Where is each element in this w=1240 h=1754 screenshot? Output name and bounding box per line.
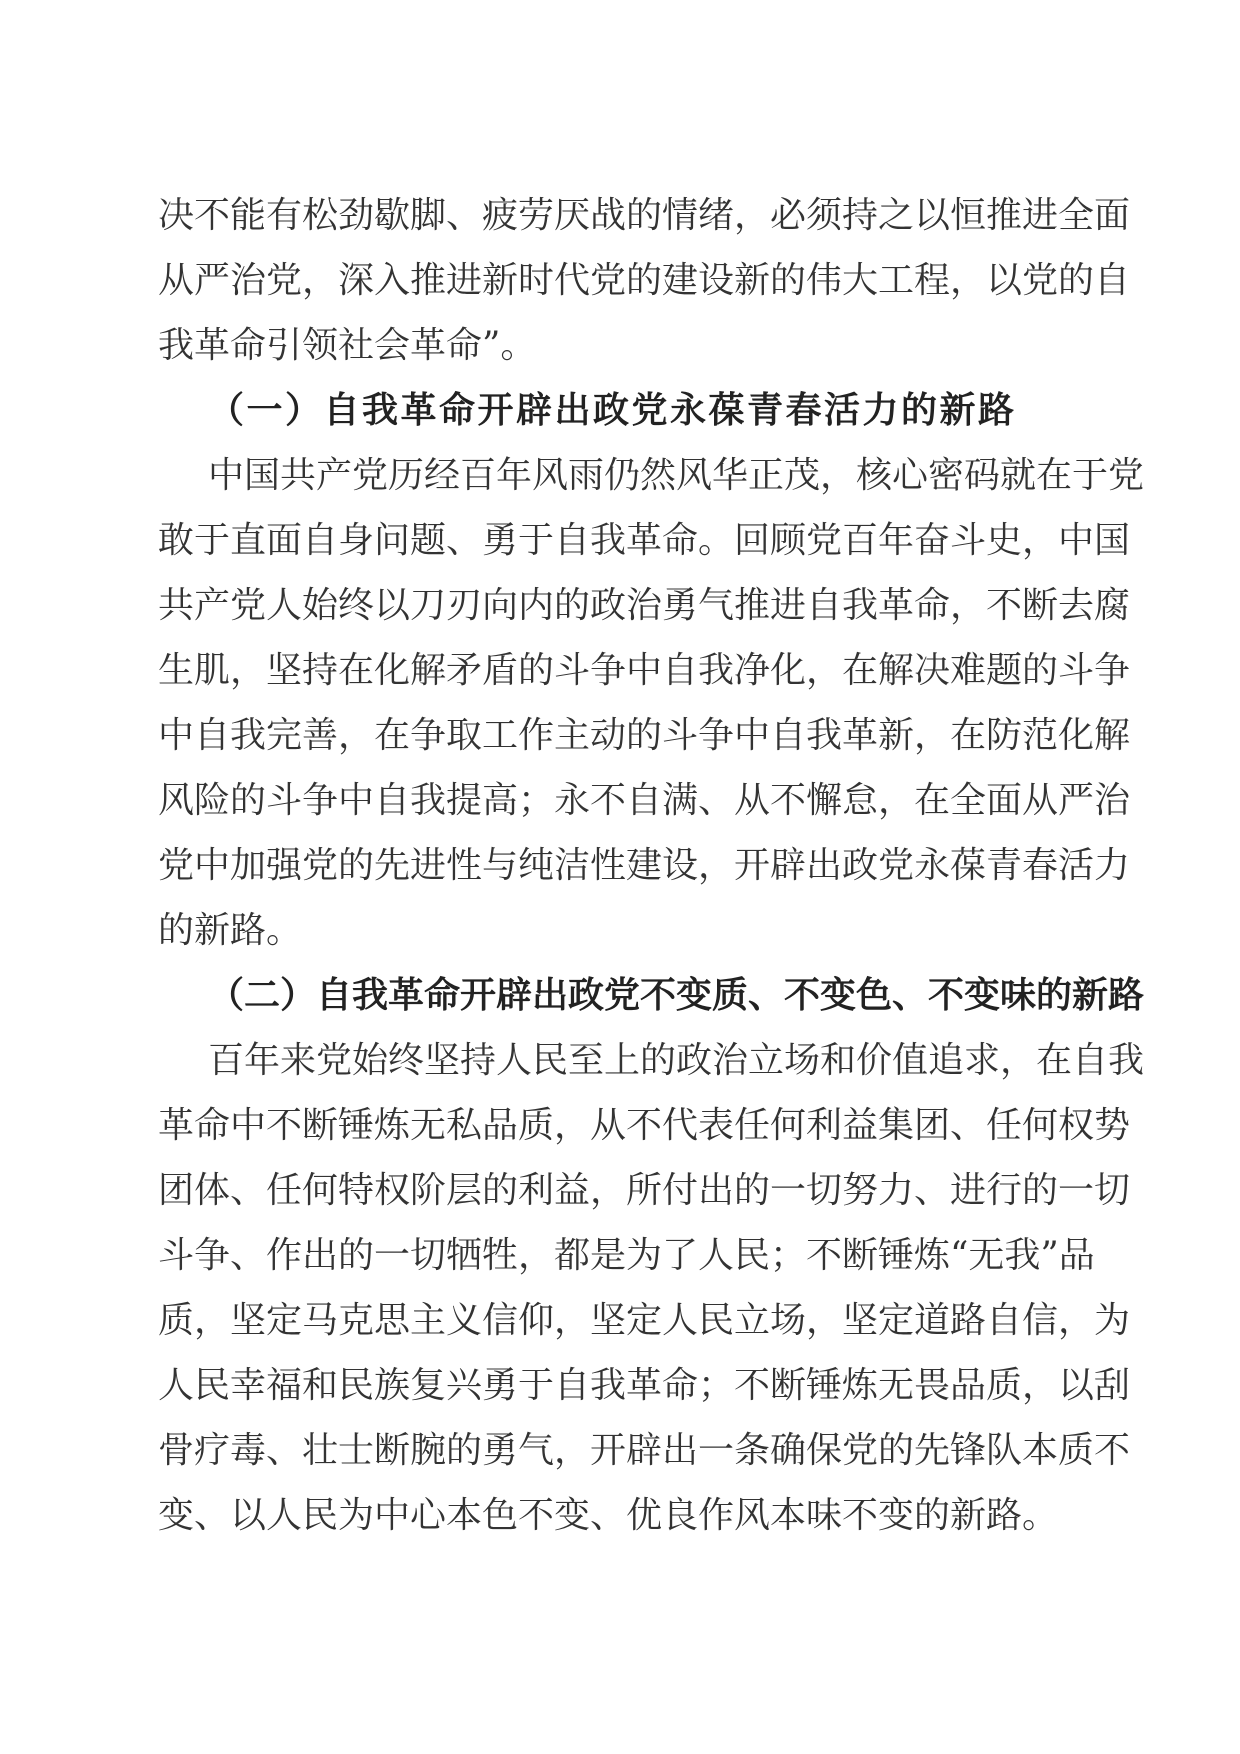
text-line: 人民幸福和民族复兴勇于自我革命；不断锤炼无畏品质，以刮 [158, 1365, 1131, 1406]
section-2-paragraph [158, 1028, 1145, 1548]
text-line: 从严治党，深入推进新时代党的建设新的伟大工程，以党的自 [158, 260, 1131, 301]
section-2 [158, 963, 1145, 1548]
document-body [158, 183, 1145, 1548]
text-line: 革命中不断锤炼无私品质，从不代表任何利益集团、任何权势 [158, 1105, 1131, 1146]
section-1 [158, 378, 1145, 963]
text-line: 中自我完善，在争取工作主动的斗争中自我革新，在防范化解 [158, 715, 1131, 756]
text-line: 质，坚定马克思主义信仰，坚定人民立场，坚定道路自信，为 [158, 1300, 1131, 1341]
section-2-heading: （二）自我革命开辟出政党不变质、不变色、不变味的新路 [208, 975, 1145, 1016]
section-1-heading: （一）自我革命开辟出政党永葆青春活力的新路 [208, 390, 1017, 431]
section-1-paragraph [158, 443, 1145, 963]
text-line: 决不能有松劲歇脚、疲劳厌战的情绪，必须持之以恒推进全面 [158, 195, 1131, 236]
text-line: 生肌，坚持在化解矛盾的斗争中自我净化，在解决难题的斗争 [158, 650, 1131, 691]
text-line: 骨疗毒、壮士断腕的勇气，开辟出一条确保党的先锋队本质不 [158, 1430, 1131, 1471]
text-line: 风险的斗争中自我提高；永不自满、从不懈怠，在全面从严治 [158, 780, 1131, 821]
intro-paragraph [158, 183, 1131, 378]
text-line: 的新路。 [158, 910, 303, 951]
text-line: 变、以人民为中心本色不变、优良作风本味不变的新路。 [158, 1495, 1059, 1536]
text-line: 团体、任何特权阶层的利益，所付出的一切努力、进行的一切 [158, 1170, 1131, 1211]
text-line: 我革命引领社会革命”。 [158, 325, 537, 366]
text-line: 共产党人始终以刀刃向内的政治勇气推进自我革命，不断去腐 [158, 585, 1131, 626]
text-line: 党中加强党的先进性与纯洁性建设，开辟出政党永葆青春活力 [158, 845, 1131, 886]
text-line: 中国共产党历经百年风雨仍然风华正茂，核心密码就在于党 [208, 455, 1145, 496]
text-line: 百年来党始终坚持人民至上的政治立场和价值追求，在自我 [208, 1040, 1145, 1081]
text-line: 斗争、作出的一切牺牲，都是为了人民；不断锤炼“无我”品 [158, 1235, 1095, 1276]
text-line: 敢于直面自身问题、勇于自我革命。回顾党百年奋斗史，中国 [158, 520, 1131, 561]
